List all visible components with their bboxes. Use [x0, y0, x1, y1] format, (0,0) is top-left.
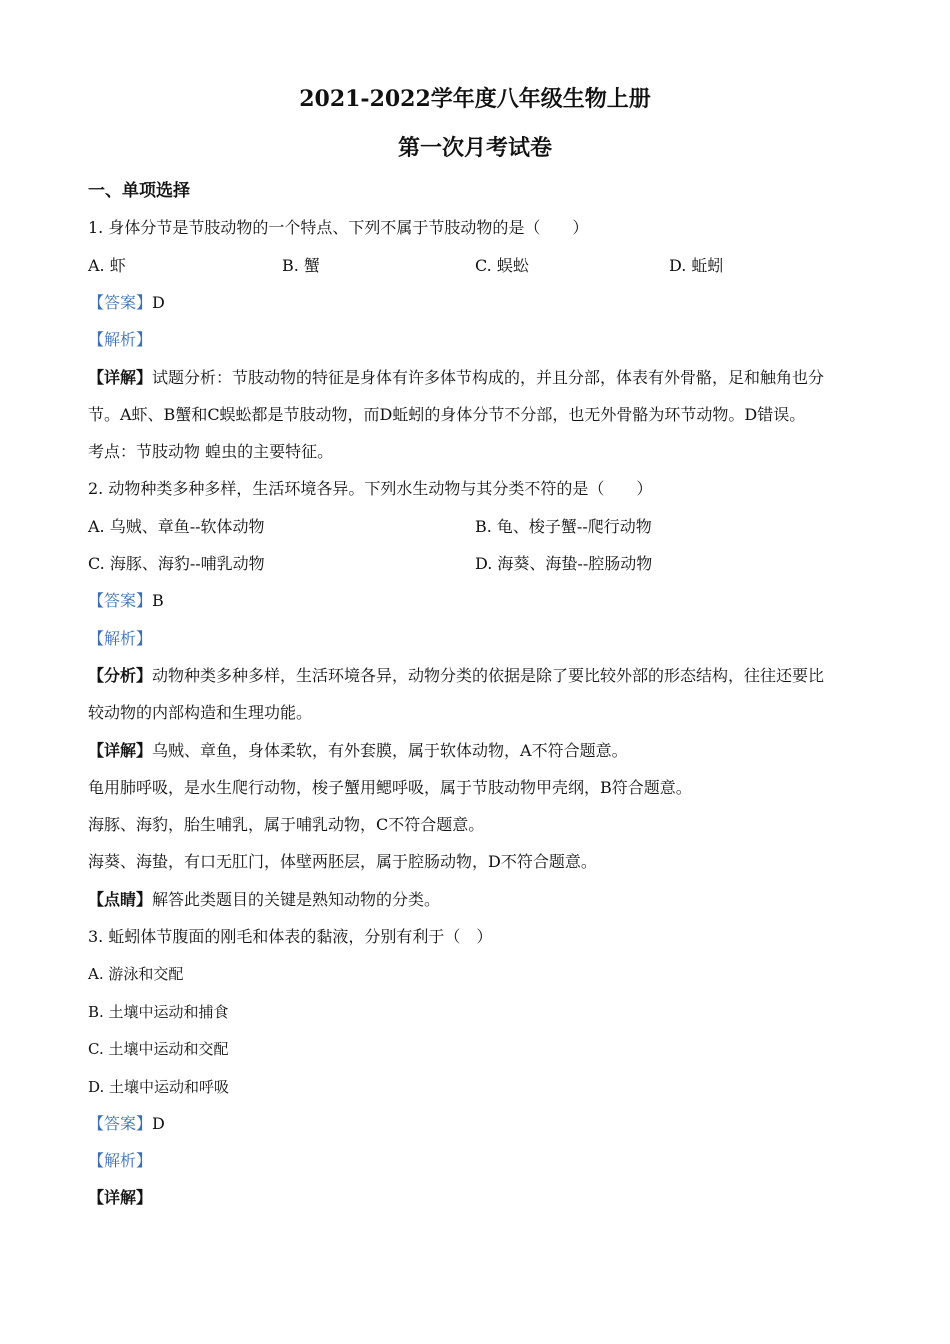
- q3-detail-tag: 【详解】: [88, 1188, 153, 1207]
- q3-option-a: A. 游泳和交配: [88, 965, 184, 983]
- answer-tag: 【答案】: [88, 591, 153, 610]
- q3-option-c: C. 土壤中运动和交配: [88, 1040, 229, 1058]
- q2-fenxi-text-2: 较动物的内部构造和生理功能。: [88, 703, 313, 722]
- q1-detail-line: [88, 366, 824, 390]
- q2-dianjing-text: 解答此类题目的关键是熟知动物的分类。: [152, 890, 441, 909]
- q3-option-b: B. 土壤中运动和捕食: [88, 1003, 229, 1021]
- q2-option-c: C. 海豚、海豹--哺乳动物: [88, 554, 265, 573]
- q2-fenxi-text-1: 动物种类多种多样，生活环境各异，动物分类的依据是除了要比较外部的形态结构，往往还要比: [152, 666, 825, 685]
- q2-answer: B: [152, 591, 164, 610]
- q2-stem: 2. 动物种类多种多样，生活环境各异。下列水生动物与其分类不符的是（ ）: [88, 479, 653, 498]
- q3-answer-line: [88, 1112, 165, 1136]
- q2-detail-text-3: 海豚、海豹，胎生哺乳，属于哺乳动物，C不符合题意。: [88, 815, 485, 834]
- q1-option-a: A. 虾: [88, 256, 126, 275]
- q3-stem: 3. 蚯蚓体节腹面的刚毛和体表的黏液，分别有利于（ ）: [88, 927, 493, 946]
- q2-answer-line: [88, 589, 164, 613]
- answer-tag: 【答案】: [88, 293, 153, 312]
- q1-option-c: C. 蜈蚣: [475, 256, 529, 275]
- q1-detail-text-2: 节。A虾、B蟹和C蜈蚣都是节肢动物，而D蚯蚓的身体分节不分部，也无外骨骼为环节动物。D错误。: [88, 405, 806, 424]
- q2-detail-text-4: 海葵、海蛰，有口无肛门，体壁两胚层，属于腔肠动物，D不符合题意。: [88, 852, 597, 871]
- q2-detail-line: [88, 739, 628, 763]
- q1-option-b: B. 蟹: [282, 256, 320, 275]
- q1-answer: D: [152, 293, 165, 312]
- detail-tag: 【详解】: [88, 741, 153, 760]
- q1-option-d: D. 蚯蚓: [669, 256, 724, 275]
- q2-detail-text-2: 龟用肺呼吸，是水生爬行动物，梭子蟹用鳃呼吸，属于节肢动物甲壳纲，B符合题意。: [88, 778, 692, 797]
- q2-detail-text-1: 乌贼、章鱼，身体柔软，有外套膜，属于软体动物，A不符合题意。: [152, 741, 628, 760]
- q1-detail-text-1: 试题分析：节肢动物的特征是身体有许多体节构成的，并且分部，体表有外骨骼，足和触角也分: [152, 368, 825, 387]
- q1-answer-line: [88, 291, 165, 315]
- q1-stem: 1. 身体分节是节肢动物的一个特点、下列不属于节肢动物的是（ ）: [88, 218, 589, 237]
- q3-option-d: D. 土壤中运动和呼吸: [88, 1078, 230, 1096]
- q1-analysis-tag: 【解析】: [88, 330, 153, 349]
- q2-fenxi-line: [88, 664, 824, 688]
- dianjing-tag: 【点睛】: [88, 890, 153, 909]
- detail-tag: 【详解】: [88, 368, 153, 387]
- q2-analysis-tag: 【解析】: [88, 629, 153, 648]
- q2-option-a: A. 乌贼、章鱼--软体动物: [88, 517, 265, 536]
- doc-title: 2021-2022学年度八年级生物上册: [299, 86, 651, 112]
- q2-option-d: D. 海葵、海蛰--腔肠动物: [475, 554, 653, 573]
- section-heading: 一、单项选择: [88, 181, 190, 201]
- q2-dianjing-line: [88, 888, 440, 912]
- q3-answer: D: [152, 1114, 165, 1133]
- fenxi-tag: 【分析】: [88, 666, 153, 685]
- q2-option-b: B. 龟、梭子蟹--爬行动物: [475, 517, 652, 536]
- doc-subtitle: 第一次月考试卷: [397, 135, 552, 161]
- q3-analysis-tag: 【解析】: [88, 1151, 153, 1170]
- answer-tag: 【答案】: [88, 1114, 153, 1133]
- q1-kaodian: 考点：节肢动物 蝗虫的主要特征。: [88, 442, 334, 461]
